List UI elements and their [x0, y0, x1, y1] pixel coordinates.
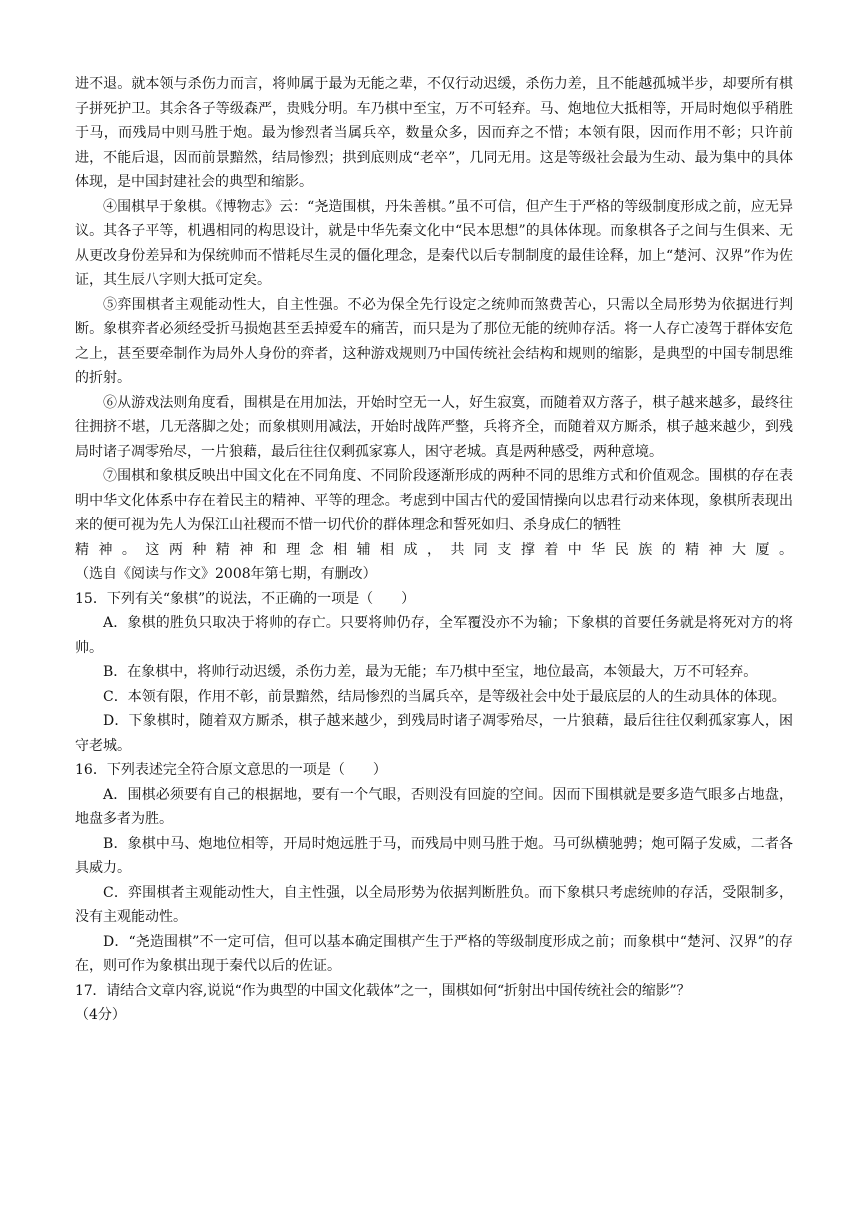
- passage-paragraph-5: ⑤弈围棋者主观能动性大，自主性强。不必为保全先行设定之统帅而煞费苦心，只需以全局形势为依据进行判断。象棋弈者必须经受折马损炮甚至丢掉爱车的痛苦，而只是为了那位无能的统帅存活。将一人存亡凌驾于群体安危之上，甚至要牵制作为局外人身份的弈者，这种游戏规则乃中国传统社会结构和规则的缩影，是典型的中国专制思维的折射。: [75, 296, 793, 386]
- passage-paragraph-4: ④围棋早于象棋。《博物志》云：“尧造围棋，丹朱善棋。”虽不可信，但产生于严格的等级制度形成之前，应无异议。其各子平等，机遇相同的构思设计，就是中华先秦文化中“民本思想”的具体体现。而象棋各子之间与生俱来、无从更改身份差异和为保统帅而不惜耗尽生灵的僵化理念，是秦代以后专制制度的最佳诠释，加上“楚河、汉界”作为佐证，其生辰八字则大抵可定矣。: [75, 198, 793, 288]
- question-17-points: （4分）: [75, 1007, 126, 1023]
- question-15-option-a: A．象棋的胜负只取决于将帅的存亡。只要将帅仍存，全军覆没亦不为输；下象棋的首要任务就是将死对方的将帅。: [75, 615, 793, 656]
- document-page: [75, 72, 793, 1028]
- question-16-stem: 16．下列表述完全符合原文意思的一项是（ ）: [75, 762, 387, 778]
- question-15-option-c: C．本领有限，作用不彰，前景黯然，结局惨烈的当属兵卒，是等级社会中处于最底层的人的生动具体的体现。: [103, 688, 786, 705]
- passage-paragraph-7-last-line: 精 神 。 这 两 种 精 神 和 理 念 相 辅 相 成 ， 共 同 支 撑 着 中 华 民 族 的 精 神 大 厦 。: [75, 541, 793, 558]
- question-15-option-d: D．下象棋时，随着双方厮杀，棋子越来越少，到残局时诸子凋零殆尽，一片狼藉，最后往往仅剩孤家寡人，困守老城。: [75, 713, 793, 754]
- passage-source: （选自《阅读与作文》2008年第七期，有删改）: [75, 566, 377, 582]
- passage-paragraph-continued: 进不退。就本领与杀伤力而言，将帅属于最为无能之辈，不仅行动迟缓，杀伤力差，且不能越孤城半步，却要所有棋子拼死护卫。其余各子等级森严，贵贱分明。车乃棋中至宝，万不可轻弃。马、炮地位大抵相等，开局时炮似乎稍胜于马，而残局中则马胜于炮。最为惨烈者当属兵卒，数量众多，因而弃之不惜；本领有限，因而作用不彰；只许前进，不能后退，因而前景黯然，结局惨烈；拱到底则成“老卒”，几同无用。这是等级社会最为生动、最为集中的具体体现，是中国封建社会的典型和缩影。: [75, 76, 793, 190]
- question-16-option-a: A．围棋必须要有自己的根据地，要有一个气眼，否则没有回旋的空间。因而下围棋就是要多造气眼多占地盘，地盘多者为胜。: [75, 786, 793, 827]
- question-17-stem: 17．请结合文章内容,说说“作为典型的中国文化载体”之一，围棋如何“折射出中国传统社会的缩影”？: [75, 982, 691, 999]
- question-16-option-b: B．象棋中马、炮地位相等，开局时炮远胜于马，而残局中则马胜于炮。马可纵横驰骋；炮可隔子发威，二者各具威力。: [75, 835, 793, 876]
- question-15-option-b: B．在象棋中，将帅行动迟缓，杀伤力差，最为无能；车乃棋中至宝，地位最高，本领最大，万不可轻弃。: [103, 664, 758, 680]
- question-15-stem: 15．下列有关“象棋”的说法，不正确的一项是（ ）: [75, 590, 416, 607]
- question-16-option-d: D．“尧造围棋”不一定可信，但可以基本确定围棋产生于严格的等级制度形成之前；而象棋中“楚河、汉界”的存在，则可作为象棋出现于秦代以后的佐证。: [75, 933, 793, 974]
- passage-paragraph-6: ⑥从游戏法则角度看，围棋是在用加法，开始时空无一人，好生寂寞，而随着双方落子，棋子越来越多，最终往往拥挤不堪，几无落脚之处；而象棋则用减法，开始时战阵严整，兵将齐全，而随着双方厮杀，棋子越来越少，到残局时诸子凋零殆尽，一片狼藉，最后往往仅剩孤家寡人，困守老城。真是两种感受，两种意境。: [75, 394, 793, 460]
- passage-paragraph-7: ⑦围棋和象棋反映出中国文化在不同角度、不同阶段逐渐形成的两种不同的思维方式和价值观念。围棋的存在表明中华文化体系中存在着民主的精神、平等的理念。考虑到中国古代的爱国情操向以忠君行动来体现，象棋所表现出来的便可视为先人为保江山社稷而不惜一切代价的群体理念和誓死如归、杀身成仁的牺牲: [75, 468, 793, 533]
- question-16-option-c: C．弈围棋者主观能动性大，自主性强，以全局形势为依据判断胜负。而下象棋只考虑统帅的存活，受限制多，没有主观能动性。: [75, 884, 793, 925]
